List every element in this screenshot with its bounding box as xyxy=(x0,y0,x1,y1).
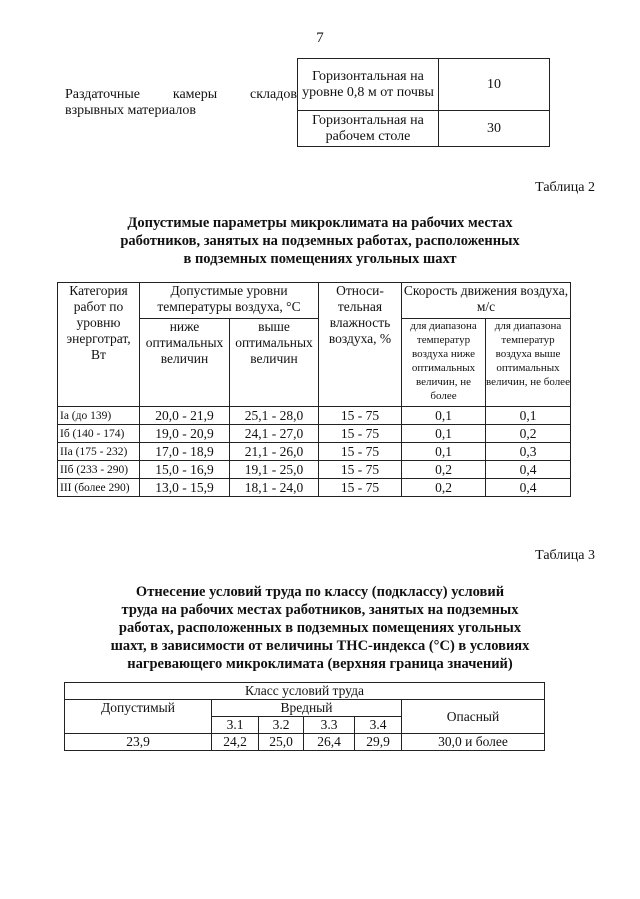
temp-above-cell: 24,1 - 27,0 xyxy=(230,425,319,443)
temp-below-cell: 20,0 - 21,9 xyxy=(140,407,230,425)
harmful-value: 24,2 xyxy=(212,734,259,751)
humidity-cell: 15 - 75 xyxy=(319,443,402,461)
row-label-line2: взрывных материалов xyxy=(65,102,196,118)
header-admissible: Допустимый xyxy=(65,700,212,734)
table3-title xyxy=(60,583,580,673)
table-cell-value: 30 xyxy=(439,111,550,147)
dangerous-value: 30,0 и более xyxy=(402,734,545,751)
temp-below-cell: 15,0 - 16,9 xyxy=(140,461,230,479)
speed-below-cell: 0,1 xyxy=(402,407,486,425)
title-line: работников, занятых на подземных работах, расположенных xyxy=(120,233,520,249)
speed-above-cell: 0,2 xyxy=(486,425,571,443)
lighting-table xyxy=(65,58,550,147)
speed-below-cell: 0,1 xyxy=(402,443,486,461)
admissible-value: 23,9 xyxy=(65,734,212,751)
humidity-cell: 15 - 75 xyxy=(319,407,402,425)
temp-below-cell: 17,0 - 18,9 xyxy=(140,443,230,461)
header-work-class: Класс условий труда xyxy=(65,683,545,700)
speed-below-cell: 0,2 xyxy=(402,479,486,497)
header-temperature: Допустимые уровни температуры воздуха, °С xyxy=(140,283,319,319)
temp-below-cell: 13,0 - 15,9 xyxy=(140,479,230,497)
header-humidity: Относи-тельная влажность воздуха, % xyxy=(319,283,402,407)
subclass-cell: 3.4 xyxy=(355,717,402,734)
title-line: Отнесение условий труда по классу (подклассу) условий xyxy=(135,584,505,600)
title-line: Допустимые параметры микроклимата на рабочих местах xyxy=(127,215,513,231)
humidity-cell: 15 - 75 xyxy=(319,425,402,443)
table2-title xyxy=(60,214,580,268)
speed-above-cell: 0,1 xyxy=(486,407,571,425)
page-number: 7 xyxy=(316,30,324,46)
humidity-cell: 15 - 75 xyxy=(319,461,402,479)
temp-below-cell: 19,0 - 20,9 xyxy=(140,425,230,443)
speed-above-cell: 0,3 xyxy=(486,443,571,461)
temp-above-cell: 18,1 - 24,0 xyxy=(230,479,319,497)
category-cell: IIа (175 - 232) xyxy=(58,443,140,461)
category-cell: Ia (до 139) xyxy=(58,407,140,425)
subclass-cell: 3.1 xyxy=(212,717,259,734)
header-category: Категория работ по уровню энерготрат, Вт xyxy=(58,283,140,407)
harmful-value: 25,0 xyxy=(259,734,304,751)
header-air-speed: Скорость движения воздуха, м/с xyxy=(402,283,571,319)
header-dangerous: Опасный xyxy=(402,700,545,734)
row-label-line1: Раздаточные камеры складов xyxy=(65,86,297,102)
table-cell-value: 10 xyxy=(439,59,550,111)
harmful-value: 26,4 xyxy=(304,734,355,751)
category-cell: III (более 290) xyxy=(58,479,140,497)
speed-below-cell: 0,2 xyxy=(402,461,486,479)
humidity-cell: 15 - 75 xyxy=(319,479,402,497)
harmful-value: 29,9 xyxy=(355,734,402,751)
temp-above-cell: 25,1 - 28,0 xyxy=(230,407,319,425)
microclimate-table xyxy=(57,282,571,497)
subclass-cell: 3.3 xyxy=(304,717,355,734)
table-cell-location: Горизонтальная на рабочем столе xyxy=(298,111,439,147)
table-cell-location: Горизонтальная на уровне 0,8 м от почвы xyxy=(298,59,439,111)
table-cell-row-label xyxy=(65,59,298,147)
temp-above-cell: 19,1 - 25,0 xyxy=(230,461,319,479)
header-speed-above: для диапазона температур воздуха выше оптимальных величин, не более xyxy=(486,319,571,407)
header-speed-below: для диапазона температур воздуха ниже оптимальных величин, не более xyxy=(402,319,486,407)
temp-above-cell: 21,1 - 26,0 xyxy=(230,443,319,461)
table3-label: Таблица 3 xyxy=(535,548,595,563)
table2-label: Таблица 2 xyxy=(535,180,595,195)
header-temp-below: ниже оптимальных величин xyxy=(140,319,230,407)
speed-above-cell: 0,4 xyxy=(486,461,571,479)
header-harmful: Вредный xyxy=(212,700,402,717)
speed-below-cell: 0,1 xyxy=(402,425,486,443)
title-line: нагревающего микроклимата (верхняя граница значений) xyxy=(127,656,513,672)
title-line: работах, расположенных в подземных помещениях угольных xyxy=(118,620,522,636)
category-cell: Iб (140 - 174) xyxy=(58,425,140,443)
category-cell: IIб (233 - 290) xyxy=(58,461,140,479)
title-line: труда на рабочих местах работников, занятых на подземных xyxy=(121,602,519,618)
work-class-table xyxy=(64,682,545,751)
title-line: в подземных помещениях угольных шахт xyxy=(183,251,457,267)
title-line: шахт, в зависимости от величины ТНС-индекса (°С) в условиях xyxy=(110,638,530,654)
subclass-cell: 3.2 xyxy=(259,717,304,734)
speed-above-cell: 0,4 xyxy=(486,479,571,497)
header-temp-above: выше оптимальных величин xyxy=(230,319,319,407)
